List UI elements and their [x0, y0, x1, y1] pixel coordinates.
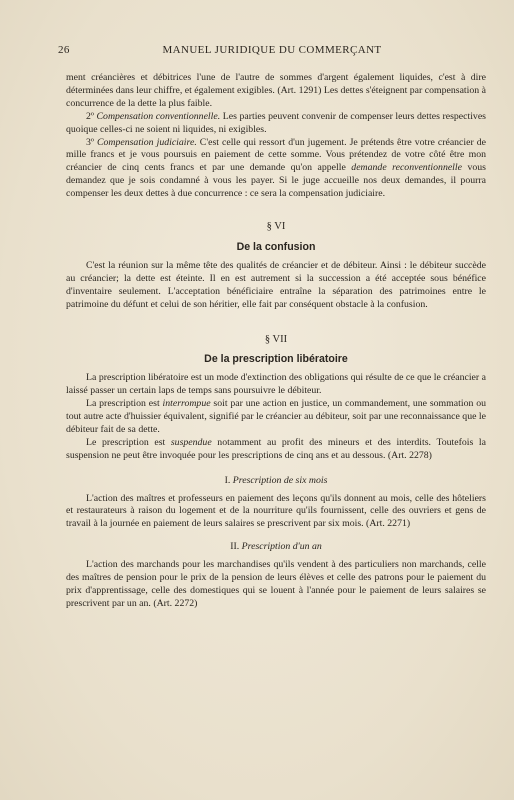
- section-number: § VII: [264, 333, 288, 345]
- page-number: 26: [58, 44, 70, 56]
- paragraph: La prescription libératoire est un mode d'extinction des obligations qui résulte de ce que le créancier a laissé passer un certain laps de temps sans poursuivre le débiteur.: [66, 372, 486, 397]
- section-heading: De la confusion: [236, 240, 316, 253]
- paragraph: L'action des maîtres et professeurs en paiement des leçons qu'ils donnent au mois, celle des hôteliers et restaurateurs à raison du logement et de la nourriture qu'ils fournissent, celle des ouvriers et gens de travail à la journée en paiement de leurs salaires se prescrivent par six mois. (Art. 2271): [66, 492, 486, 530]
- page-header: [58, 44, 486, 58]
- paragraph: C'est la réunion sur la même tête des qualités de créancier et de débiteur. Ainsi : le débiteur succède au créancier; la dette est éteinte. Il en est autrement si la succession a été acceptée sous bénéfice d'inventaire seulement. L'acceptation bénéficiaire entraîne la séparation des patrimoines entre le patrimoine du défunt et celui de son héritier, elle fait par conséquent obstacle à la confusion.: [66, 259, 486, 310]
- paragraph: 3º Compensation judiciaire. C'est celle qui ressort d'un jugement. Je prétends être votre créancier de mille francs et je vous poursuis en paiement de cette somme. Vous prétendez de votre côté être mon créancier de cinq cents francs et par une demande qu'on appelle demande reconventionnelle vous demandez que je sois condamné à vous les payer. Si le juge accueille nos deux demandes, il pourra compenser les deux dettes à due concurrence : ce sera la compensation judiciaire.: [66, 136, 487, 200]
- paragraph: ment créancières et débitrices l'une de l'autre de sommes d'argent également liquides, c'est à dire déterminées dans leur chiffre, et également exigibles. (Art. 1291) Les dettes s'éteignent par compensation à concurrence de la dette la plus faible.: [66, 72, 486, 109]
- subsection-heading: II. Prescription d'un an: [230, 541, 322, 553]
- paragraph: L'action des marchands pour les marchandises qu'ils vendent à des particuliers non marchands, celle des maîtres de pension pour le prix de la pension de leurs élèves et celle des patrons pour le paiement du prix d'apprentissage, celle des domestiques qui se louent à l'année pour le paiement de leurs salaires se prescrivent par un an. (Art. 2272): [66, 559, 486, 609]
- subsection-heading: I. Prescription de six mois: [224, 474, 328, 486]
- section-heading: De la prescription libératoire: [204, 353, 348, 366]
- section-number: § VI: [266, 221, 286, 233]
- page-body: [66, 72, 486, 611]
- paragraph: 2º Compensation conventionnelle. Les parties peuvent convenir de compenser leurs dettes respectives quoique celles-ci ne soient ni liquides, ni exigibles.: [66, 110, 486, 135]
- running-title: MANUEL JURIDIQUE DU COMMERÇANT: [162, 44, 382, 56]
- paragraph: Le prescription est suspendue notamment au profit des mineurs et des interdits. Toutefois la suspension ne peut être invoquée pour les prescriptions de cinq ans et au dessous. (Art. 2278): [66, 436, 486, 461]
- paragraph: La prescription est interrompue soit par une action en justice, un commandement, une sommation ou tout autre acte d'huissier équivalent, signifié par le créancier au débiteur, soit par une reconnaissance que le débiteur fait de sa dette.: [66, 398, 486, 435]
